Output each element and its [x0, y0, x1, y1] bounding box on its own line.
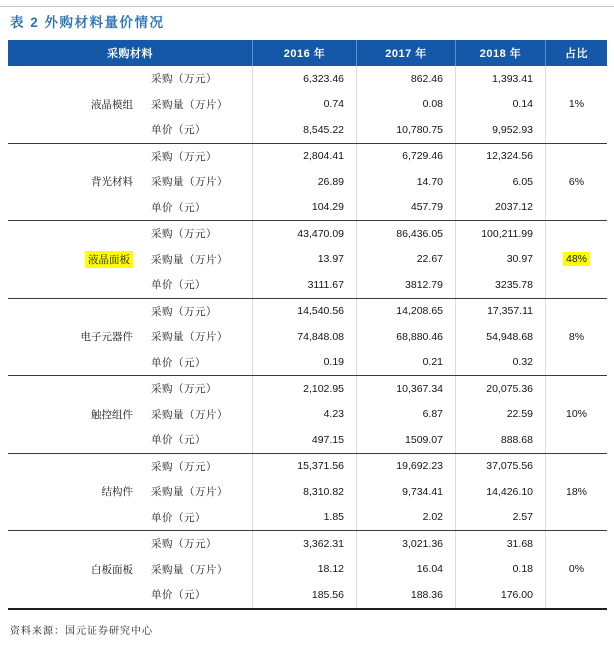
data-cell: 457.79 — [356, 195, 455, 221]
data-cell: 13.97 — [252, 247, 356, 273]
metric-label: 采购量（万片） — [151, 98, 228, 111]
metric-label: 采购（万元） — [151, 305, 217, 318]
source-note: 资料来源：国元证券研究中心 — [10, 626, 153, 637]
metric-label: 采购量（万片） — [151, 331, 228, 344]
data-cell: 19,692.23 — [356, 454, 455, 480]
metric-label: 采购量（万片） — [151, 408, 228, 421]
metric-label: 采购量（万片） — [151, 563, 228, 576]
header-cell-share: 占比 — [545, 40, 607, 66]
table-header-row — [8, 40, 607, 66]
share-value-highlighted: 48% — [563, 252, 590, 266]
metric-label: 采购（万元） — [151, 73, 217, 86]
share-cell — [545, 66, 607, 143]
data-cell: 497.15 — [252, 427, 356, 453]
data-cell: 6,729.46 — [356, 144, 455, 170]
data-cell: 2,804.41 — [252, 144, 356, 170]
material-name-highlighted: 液晶面板 — [85, 251, 133, 268]
data-cell: 15,371.56 — [252, 454, 356, 480]
metric-label: 采购量（万片） — [151, 486, 228, 499]
data-cell: 3,362.31 — [252, 531, 356, 557]
data-cell: 31.68 — [455, 531, 545, 557]
share-value: 0% — [568, 563, 585, 576]
share-value: 10% — [565, 408, 587, 421]
data-cell: 0.19 — [252, 350, 356, 376]
data-cell: 0.74 — [252, 92, 356, 118]
data-cell: 37,075.56 — [455, 454, 545, 480]
material-name: 电子元器件 — [80, 331, 133, 344]
material-name-cell — [8, 531, 145, 608]
share-cell — [545, 531, 607, 608]
material-name: 结构件 — [101, 486, 133, 499]
data-cell: 74,848.08 — [252, 324, 356, 350]
share-value: 6% — [568, 175, 585, 188]
material-group — [8, 66, 607, 144]
data-cell: 17,357.11 — [455, 299, 545, 325]
data-cell: 14,540.56 — [252, 299, 356, 325]
data-cell: 18.12 — [252, 557, 356, 583]
data-cell: 1.85 — [252, 505, 356, 531]
share-cell — [545, 144, 607, 221]
data-cell: 43,470.09 — [252, 221, 356, 247]
data-cell: 22.67 — [356, 247, 455, 273]
data-cell: 8,310.82 — [252, 479, 356, 505]
data-cell: 100,211.99 — [455, 221, 545, 247]
metric-label: 采购量（万片） — [151, 176, 228, 189]
data-cell: 6.05 — [455, 169, 545, 195]
data-cell: 16.04 — [356, 557, 455, 583]
data-cell: 20,075.36 — [455, 376, 545, 402]
header-cell-year-2017: 2017 年 — [356, 40, 455, 66]
share-cell — [545, 376, 607, 453]
data-cell: 0.08 — [356, 92, 455, 118]
data-cell: 104.29 — [252, 195, 356, 221]
material-name-cell — [8, 299, 145, 376]
material-group — [8, 454, 607, 532]
data-cell: 4.23 — [252, 402, 356, 428]
header-cell-material: 采购材料 — [107, 48, 153, 60]
material-name-cell — [8, 66, 145, 143]
top-divider — [0, 6, 614, 7]
metric-label: 单价（元） — [151, 279, 206, 292]
data-cell: 9,734.41 — [356, 479, 455, 505]
header-cell-year-2016: 2016 年 — [252, 40, 356, 66]
data-cell: 2,102.95 — [252, 376, 356, 402]
material-group — [8, 144, 607, 222]
data-cell: 0.14 — [455, 92, 545, 118]
share-cell — [545, 299, 607, 376]
data-cell: 2.57 — [455, 505, 545, 531]
materials-price-table — [8, 40, 607, 610]
metric-label: 单价（元） — [151, 434, 206, 447]
data-cell: 0.18 — [455, 557, 545, 583]
material-name-cell — [8, 144, 145, 221]
data-cell: 188.36 — [356, 582, 455, 608]
metric-label: 采购（万元） — [151, 150, 217, 163]
share-value: 8% — [568, 330, 585, 343]
data-cell: 0.21 — [356, 350, 455, 376]
material-group — [8, 376, 607, 454]
material-group — [8, 299, 607, 377]
material-name: 背光材料 — [91, 176, 133, 189]
data-cell: 68,880.46 — [356, 324, 455, 350]
data-cell: 3111.67 — [252, 272, 356, 298]
data-cell: 185.56 — [252, 582, 356, 608]
data-cell: 0.32 — [455, 350, 545, 376]
table-body — [8, 66, 607, 610]
data-cell: 176.00 — [455, 582, 545, 608]
material-group — [8, 221, 607, 299]
data-cell: 10,367.34 — [356, 376, 455, 402]
data-cell: 10,780.75 — [356, 117, 455, 143]
data-cell: 3235.78 — [455, 272, 545, 298]
table-title: 表 2 外购材料量价情况 — [10, 15, 165, 30]
data-cell: 22.59 — [455, 402, 545, 428]
data-cell: 26.89 — [252, 169, 356, 195]
metric-label: 单价（元） — [151, 511, 206, 524]
share-value: 1% — [568, 98, 585, 111]
metric-label: 采购（万元） — [151, 383, 217, 396]
data-cell: 6,323.46 — [252, 66, 356, 92]
data-cell: 54,948.68 — [455, 324, 545, 350]
metric-label: 单价（元） — [151, 356, 206, 369]
header-cell-year-2018: 2018 年 — [455, 40, 545, 66]
data-cell: 86,436.05 — [356, 221, 455, 247]
material-name: 液晶模组 — [91, 98, 133, 111]
share-cell — [545, 454, 607, 531]
metric-label: 单价（元） — [151, 589, 206, 602]
share-value: 18% — [565, 485, 587, 498]
material-name-cell — [8, 376, 145, 453]
data-cell: 30.97 — [455, 247, 545, 273]
data-cell: 2.02 — [356, 505, 455, 531]
material-name: 触控组件 — [91, 408, 133, 421]
data-cell: 888.68 — [455, 427, 545, 453]
data-cell: 14,208.65 — [356, 299, 455, 325]
data-cell: 8,545.22 — [252, 117, 356, 143]
data-cell: 9,952.93 — [455, 117, 545, 143]
data-cell: 14,426.10 — [455, 479, 545, 505]
data-cell: 1,393.41 — [455, 66, 545, 92]
material-name-cell — [8, 454, 145, 531]
data-cell: 6.87 — [356, 402, 455, 428]
material-group — [8, 531, 607, 610]
data-cell: 3812.79 — [356, 272, 455, 298]
data-cell: 2037.12 — [455, 195, 545, 221]
data-cell: 862.46 — [356, 66, 455, 92]
metric-label: 采购（万元） — [151, 460, 217, 473]
share-cell — [545, 221, 607, 298]
material-name: 白板面板 — [91, 563, 133, 576]
data-cell: 3,021.36 — [356, 531, 455, 557]
metric-label: 单价（元） — [151, 201, 206, 214]
data-cell: 1509.07 — [356, 427, 455, 453]
data-cell: 12,324.56 — [455, 144, 545, 170]
data-cell: 14.70 — [356, 169, 455, 195]
metric-label: 采购（万元） — [151, 228, 217, 241]
material-name-cell — [8, 221, 145, 298]
metric-label: 单价（元） — [151, 124, 206, 137]
metric-label: 采购（万元） — [151, 538, 217, 551]
metric-label: 采购量（万片） — [151, 253, 228, 266]
